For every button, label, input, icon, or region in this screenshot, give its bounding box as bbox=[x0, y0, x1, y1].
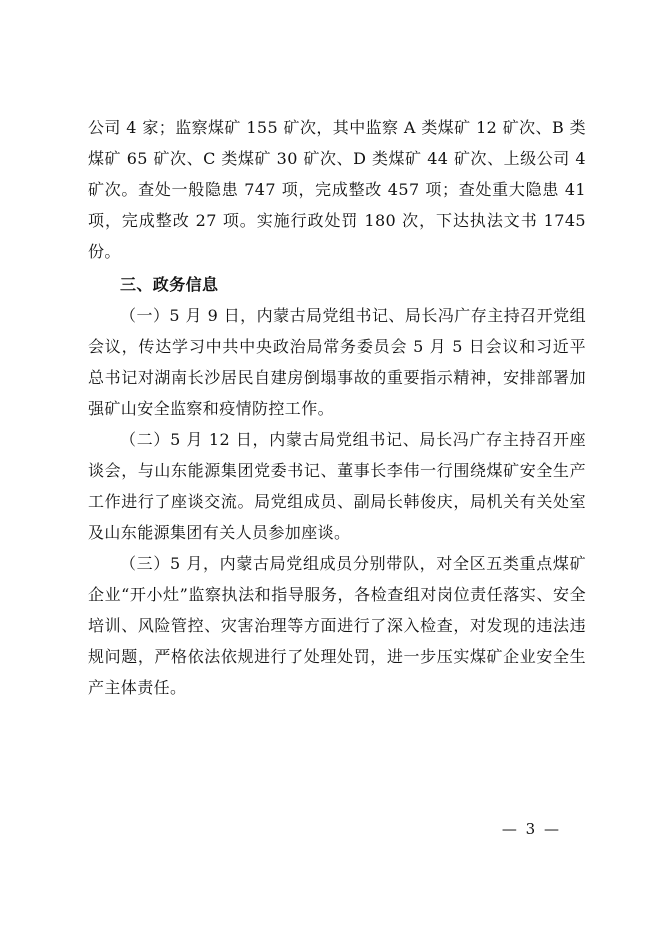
news-item-1: （一）5 月 9 日，内蒙古局党组书记、局长冯广存主持召开党组会议，传达学习中共中央政治局常务委员会 5 月 5 日会议和习近平总书记对湖南长沙居民自建房倒塌事故的重要指示精神，安排部署加强矿山安全监察和疫情防控工作。 bbox=[88, 306, 586, 418]
page-number: — 3 — bbox=[501, 820, 561, 838]
news-item-3: （三）5 月，内蒙古局党组成员分别带队，对全区五类重点煤矿企业“开小灶”监察执法和指导服务，各检查组对岗位责任落实、安全培训、风险管控、灾害治理等方面进行了深入检查，对发现的违法违规问题，严格依法依规进行了处理处罚，进一步压实煤矿企业安全生产主体责任。 bbox=[88, 554, 586, 697]
document-body bbox=[88, 112, 586, 703]
section-heading: 三、政务信息 bbox=[120, 275, 219, 294]
continuation-paragraph: 公司 4 家；监察煤矿 155 矿次，其中监察 A 类煤矿 12 矿次、B 类煤矿 65 矿次、C 类煤矿 30 矿次、D 类煤矿 44 矿次、上级公司 4 矿次。查处一般隐患 747 项，完成整改 457 项；查处重大隐患 41 项，完成整改 27 项。实施行政处罚 180 次，下达执法文书 1745 份。 bbox=[88, 118, 586, 261]
news-item-2: （二）5 月 12 日，内蒙古局党组书记、局长冯广存主持召开座谈会，与山东能源集团党委书记、董事长李伟一行围绕煤矿安全生产工作进行了座谈交流。局党组成员、副局长韩俊庆，局机关有关处室及山东能源集团有关人员参加座谈。 bbox=[88, 430, 586, 542]
